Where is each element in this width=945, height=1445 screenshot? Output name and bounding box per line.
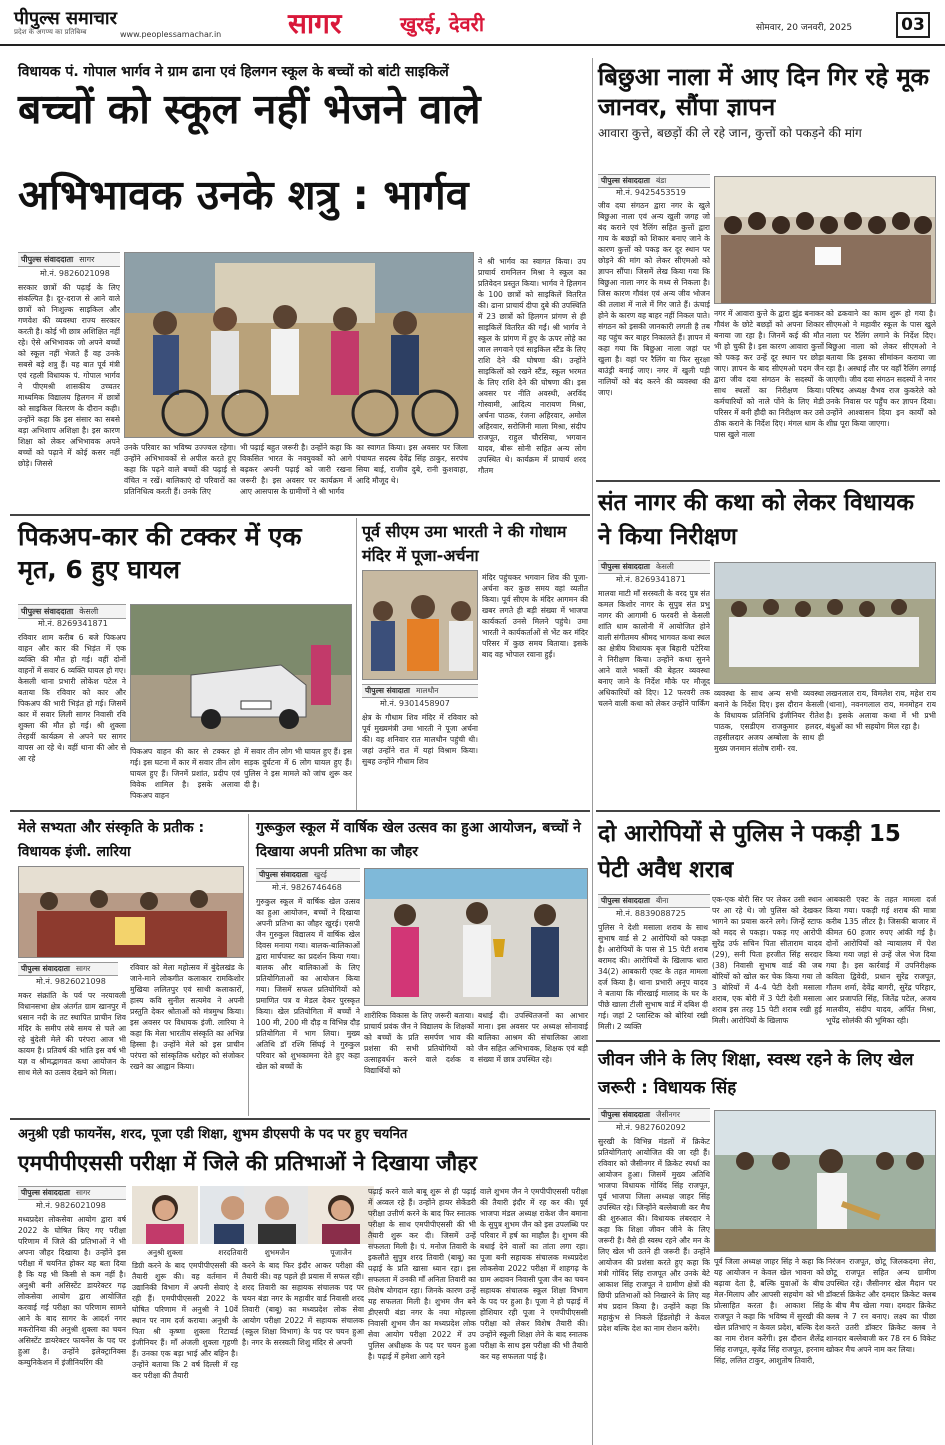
byline-reporter: पीपुल्स संवाददाता (259, 870, 308, 879)
section-divider (10, 514, 590, 516)
byline-place: बंडा (655, 176, 667, 185)
gurukul-mobile: मो.नं. 9826746468 (272, 883, 342, 892)
gurukul-photo (364, 868, 588, 1006)
column-divider (248, 814, 249, 1116)
khel-column-2: पूर्व जिला अध्यक्ष जाहर सिंह ने कहा कि यह आयोजन न केवल खेल भावना को बढ़ावा देता है, बल्कि युवाओं के बीच मेल-मिलाप और आपसी सहयोग को भी प्रोत्साहित करता है। आकाश सिंह राजपूत ने कहा कि भविष्य में सुरखी की खेल प्रतिभाएं न केवल प्रदेश, बल्कि देश का नाम रोशन करेंगी। इस दौरान शैलेंद्र सिंह राजपूत, बृजेंद्र सिंह राजपूत, हरनाम सिंह, ललित टाकुर, आशुतोष तिवारी, (714, 1257, 824, 1365)
sharab-mobile: मो.नं. 8839088725 (616, 909, 686, 918)
mppsc-column-3: करने के बाद फिर इंदौर आकर परीक्षा की तैयारी की। वह पहले ही प्रयास में सफल रही। शरद तिवारी का सहायक संचालक पद पर चयन बंडा नगर के महावीर वार्ड निवासी शरद तिवारी (बाबू) का मध्यप्रदेश लोक सेवा आयोग परीक्षा 2022 में सहायक संचालक (स्कूल शिक्षा विभाग) के पद पर चयन हुआ है। नगर के सरस्वती शिशु मंदिर से अपनी (242, 1261, 364, 1347)
lead-column-2: उनके परिवार का भविष्य उज्ज्वल रहेगा। उन्होंने अभिभावकों से अपील करते हुए कहा कि पढ़ने वाले बच्चों की पढ़ाई से वंचित न रखें। बालिकाएं दो परिवारों का प्रतिनिधित्व करती हैं। उनके लिए (124, 443, 236, 496)
byline-place: केसली (79, 607, 99, 616)
nala-column-1: जीव दया संगठन द्वारा नगर के खुले बिछुआ नाला एवं अन्य खुली जगह जो बंद कराने एवं रैलिंग सहित कुत्तों द्वारा गाय के बछड़ों को शिकार बनाए जाने के कारण कुत्तों को पकड़ कर दूर स्थान पर छोड़ने की मांग को लेकर सीएमओ को ज्ञापन सौंपा। जिसमें लेख किया गया कि बिछुआ नाला नगर के मध्य से निकला है। जिस कारण गौवंश एवं अन्य जीव भोजन की तलाश में नाले में गिर जाते हैं। ऊंचाई होने के कारण वह बाहर नहीं निकल पाते। संगठन को इसकी जानकारी लगती है तब वह पहुंच कर बाहर निकालते हैं। ज्ञापन में कहा गया कि बिछुआ नाला जहां पर खुला है। वहां पर रैलिंग या फिर सुरक्षा बाउंड्री बनाई जाए। नगर में खुली पड़ी नालियों को बंद करने की व्यवस्था की जाए। (598, 201, 710, 397)
byline-place: सागर (79, 255, 95, 264)
issue-date: सोमवार, 20 जनवरी, 2025 (756, 23, 853, 33)
person-photo (244, 1186, 310, 1244)
sharab-headline: दो आरोपियों से पुलिस ने पकड़ी 15 पेटी अवैध शराब (598, 821, 901, 883)
santnagar-mobile: मो.नं. 8269341871 (616, 575, 686, 584)
uma-mobile: मो.नं. 9301458907 (380, 699, 450, 708)
mppsc-column-4: पढ़ाई करने वाले बाबू शुरू से ही पढ़ाई में अव्वल रहे हैं। उन्होंने हायर सेकेंडरी परीक्षा उत्तीर्ण करने के बाद फिर स्नातक परीक्षा के साथ एमपीपीएससी की भी तैयारी शुरू कर दी। जिसमें उन्हें सफलता मिली है। पं. मनोज तिवारी के इकलौते सुपुत्र शरद तिवारी (बाबू) का पढ़ाई के प्रति खासा ध्यान रहा। इस सफलता में उनकी माँ अनिता तिवारी का विशेष योगदान रहा। जिनके कारण उन्हें यह सफलता मिली है। शुभम जैन बने डीएसपी बंडा नगर के नया मोहल्ला निवासी शुभम जैन का मध्यप्रदेश लोक सेवा आयोग परीक्षा 2022 में उप पुलिस अधीक्षक के पद पर चयन हुआ है। पढ़ाई में हमेशा आगे रहने (368, 1187, 476, 1361)
byline-place: सागर (75, 964, 91, 973)
cycle-distribution-photo (125, 253, 474, 438)
khel-column-3: निरंजन राजपूत, छोटू जिलकदमा लेरा, छोटू राजपूत सहित अन्य ग्रामीण उपस्थित रहे। जैसीनगर खेल मैदान पर डॉक्टर्स क्रिकेट और दमदार क्रिकेट क्लब के बीच मैच खेला गया। दमदार क्रिकेट क्लब ने 7 रन बनाए। लक्ष्य का पीछा करते उतरी डॉक्टर क्रिकेट क्लब ने शानदार बल्लेबाजी कर 78 रन 6 विकेट खोकर मैच अपने नाम कर लिया। (826, 1257, 936, 1354)
uma-column-1: क्षेत्र के गौधाम शिव मंदिर में रविवार को पूर्व मुख्यमंत्री उमा भारती ने पूजा अर्चना की। वह शनिवार रात मालथौन पहुंची थी। जहां उन्होंने रात में यहां विश्राम किया। सुबह उन्होंने गौधाम शिव (362, 713, 478, 766)
santnagar-photo (714, 562, 936, 684)
lead-mobile: मो.नं. 9826021098 (40, 269, 110, 278)
uma-byline (362, 684, 478, 698)
nala-byline (598, 174, 710, 188)
pickup-column-1: रविवार शाम करीब 6 बजे पिकअप वाहन और कार की भिड़ंत में एक व्यक्ति की मौत हो गई। वहीं दोनों वाहनों में सवार 6 व्यक्ति घायल हो गए। केसली थाना प्रभारी लोकेश पटेल ने बताया कि रविवार को कार और पिकअप की भारी भिड़ंत हो गई। जिसमें कार में सवार लिली सागर निवासी रवि शुक्ला की मौत हो गई। श्री शुक्ला तेरहवीं कार्यक्रम से अपने घर सागर वापस आ रहे थे। वहीं थाना की ओर से आ रहे (18, 633, 126, 763)
sports-trophy-photo (365, 869, 588, 1006)
nala-headline: बिछुआ नाला में आए दिन गिर रहे मूक जानवर, सौंपा ज्ञापन (598, 63, 930, 121)
masthead (0, 0, 945, 46)
column-divider (592, 58, 593, 1445)
person-photo (132, 1186, 198, 1244)
portrait-pooja (308, 1186, 374, 1257)
byline-place: जैसीनगर (655, 1110, 680, 1119)
gurukul-column-3: बधाई दी। उपस्थितजनों का आभार माना। इस अवसर पर अध्यक्ष सोनावाई बालिका आश्रम की संचालिका आशा जैन सहित अभिभावक, शिक्षक एवं बड़ी संख्या में छात्र उपस्थित रहे। (478, 1011, 588, 1064)
section-divider (10, 810, 590, 812)
uma-photo (362, 570, 478, 680)
lead-kicker: विधायक पं. गोपाल भार्गव ने ग्राम ढाना एवं हिलगन स्कूल के बच्चों को बांटी साइकिलें (18, 64, 449, 80)
mppsc-column-5: वाले शुभम जैन ने एमपीपीएससी परीक्षा की तैयारी इंदौर में रह कर की। पूर्व भाजपा मंडल अध्यक्ष राकेश जैन बमाना के सुपुत्र शुभम जैन को इस उपलब्धि पर परिवार में हर्ष का माहौल है। शुभम की बधाई देने वालों का तांता लगा रहा। पूजा बनी सहायक संचालक मध्यप्रदेश लोकसेवा 2022 परीक्षा में शाहगढ़ के ग्राम अदावन निवासी पूजा जैन का चयन सहायक संचालक स्कूल शिक्षा विभाग के पद पर हुआ है। पूजा ने हो पढ़ाई में होशियार रही पूजा ने एमपीपीएससी परीक्षा को लेकर विशेष तैयारी की। उन्होंने स्कूली शिक्षा लेने के बाद स्नातक परीक्षा के साथ इस परीक्षा की भी तैयारी कर यह सफलता पाई है। (480, 1187, 588, 1361)
byline-reporter: पीपुल्स संवाददाता (601, 176, 650, 185)
uma-column-2: मंदिर पहुंचकर भगवान शिव की पूजा-अर्चना कर कुछ समय वहां व्यतीत किया। पूर्व सीएम के मंदिर आगमन की खबर लगते ही बड़ी संख्या में भाजपा कार्यकर्ता उनसे मिलने पहुंचे। उमा भारती ने कार्यकर्ताओं से भेंट कर मंदिर परिसर में कुछ समय बिताया। इसके बाद वह भोपाल रवाना हुईं। (482, 573, 588, 659)
mppsc-column-1: मध्यप्रदेश लोकसेवा आयोग द्वारा वर्ष 2022 के घोषित किए गए परीक्षा परिणाम में जिले की प्रतिभाओं ने भी अपना जौहर दिखाया है। उन्होंने इस परीक्षा में चयनित होकर यह बता दिया है कि यह भी किसी से कम नहीं है। अनुश्री बनी असिस्टेंट डायरेक्टर गढ़ लोकसेवा आयोग द्वारा आयोजित करवाई गई परीक्षा का परिणाम सामने आने के बाद सागर के आदर्श नगर मकरोनिया की अनुश्री शुक्ला का चयन असिस्टेंट डायरेक्टर फायनेंस के पद पर हुआ है। उन्होंने इलेक्ट्रानिक्स कम्युनिकेशन में इंजीनियरिंग की (18, 1215, 126, 1367)
byline-place: सागर (75, 1188, 91, 1197)
website-link[interactable]: www.peoplessamachar.in (120, 30, 222, 39)
gurukul-headline: गुरूकुल स्कूल में वार्षिक खेल उत्सव का हुआ आयोजन, बच्चों ने दिखाया अपनी प्रतिभा का जौहर (256, 820, 581, 860)
khel-column-1: सुरखी के विभिन्न मंडलों में क्रिकेट प्रतियोगिताएं आयोजित की जा रही हैं। रविवार को जैसीनगर में क्रिकेट स्पर्धा का आयोजन हुआ। जिसमें मुख्य अतिथि भाजपा विधायक गोविंद सिंह राजपूत, पूर्व भाजपा जिला अध्यक्ष जाहर सिंह उपस्थित रहे। जिन्होंने बल्लेबाजी कर मैच की शुरुआत की। विधायक लंबरदार ने कहा कि शिक्षा जीवन जीने के लिए जरूरी है। वैसे ही स्वस्थ रहने और मन के लिए खेल भी उतने ही जरूरी हैं। उन्होंने आयोजन की प्रशंसा करते हुए कहा कि मंत्री गोविंद सिंह राजपूत और उनके बेटे आकाश सिंह राजपूत ने ग्रामीण क्षेत्रों की छिपी प्रतिभाओं को निखारने के लिए यह मंच प्रदान किया है। उन्होंने कहा कि महाकुंभ से निकले हिंडलोही ने केवल प्रदेश बल्कि देश का नाम रोशन करेंगे। (598, 1137, 710, 1333)
santnagar-byline (598, 560, 710, 574)
lead-photo (124, 252, 474, 438)
section-divider (596, 480, 940, 482)
gurukul-column-1: गुरुकुल स्कूल में वार्षिक खेल उत्सव का हुआ आयोजन, बच्चों ने दिखाया अपनी प्रतिभा का जौहर खुरई। एसपी जैन गुरुकुल विद्यालय में वार्षिक खेल दिवस मनाया गया। बालक-बालिकाओं द्वारा मार्चपास्ट का प्रदर्शन किया गया। बालक और बालिकाओं के लिए प्रतियोगिताओं का आयोजन किया गया। जिसमें सफल प्रतियोगियों को प्रमाणित पत्र व मेडल देकर पुरस्कृत किया। खेल प्रतियोगिता में बच्चों ने 100 मी, 200 मी दौड़ व विभिन्न दौड़ प्रतियोगिता में भाग लिया। मुख्य अतिथि डॉ रश्मि सिंघई ने गुरुकुल परिवार को शुभकामना देते हुए कहा खेल को बच्चों के (256, 897, 360, 1071)
byline-place: बीना (655, 896, 669, 905)
mppsc-column-2: डिग्री करने के बाद एमपीपीएससी की तैयारी शुरू की। वह वर्तमान में उद्यानिकी विभाग में अपनी सेवाएं दे रही हैं। एमपीपीएससी 2022 के घोषित परिणाम में अनुश्री ने 10वें स्थान पर नाम दर्ज कराया। अनुश्री के पिता श्री कृष्णा शुक्ला रिटायर्ड इंजीनियर हैं। माँ अंजली शुक्ला गृहणी हैं। उनका एक बड़ा भाई और बहिन है। उन्होंने बताया कि 2 वर्ष दिल्ली में रह कर परीक्षा की तैयारी (132, 1261, 238, 1380)
section-divider (596, 1040, 940, 1042)
lead-column-1: सरकार छात्रों की पढ़ाई के लिए संकल्पित है। दूर-दराज से आने वाले छात्रों को निःशुल्क साइकिल और गणवेश की व्यवस्था राज्य सरकार करती है। कोई भी छात्र अशिक्षित नहीं रहे। ऐसे अभिभावक जो अपने बच्चों को स्कूल नहीं भेजते हैं वह उनके सबसे बड़े शत्रु हैं। यह बात पूर्व मंत्री एवं रहली विधायक पं. गोपाल भार्गव ने पीएमश्री शासकीय उच्चतर माध्यमिक विद्यालय हिलगन में छात्रों को साइकिल वितरण के दौरान कही। उन्होंने कहा कि इस संसार का सबसे बड़ा अभिशाप अशिक्षा है। इस कारण शिक्षा को लेकर अभिभावक अपने बच्चों को पढ़ाने में कोई कसर नहीं छोड़े। जिससे (18, 283, 120, 468)
cricket-batting-photo (715, 1111, 936, 1252)
pickup-byline (18, 604, 126, 619)
byline-reporter: पीपुल्स संवादाता (365, 686, 410, 695)
sharab-column-2: एक-एक बोरी सिर पर लेकर उसी स्थान पर आ रहे थे। जो पुलिस को देखकर भागने का प्रयास करने लगे। जिन्हें स्टाफ को मदद से पकड़ा। पकड़ गए आरोपी सुरेंद्र उर्फ सचिन पिता सीताराम यादव (29), सनी पिता हरजीत सिंह सरदार (38) निवासी सुभाष वार्ड की जब बोरियों को खोल कर चेक किया गया तो 3 बोरियों में 4-4 पेटी देशी मसाला शराब, एक बोरी में 3 पेटी देशी मसाला शराब इस तरह 15 पेटी शराब रखी हुई मिली। आरोपियों के खिलाफ (712, 895, 822, 1025)
mela-photo (18, 866, 244, 958)
portrait-caption: शरदतिवारी (218, 1248, 248, 1257)
uma-headline: पूर्व सीएम उमा भारती ने की गोधाम मंदिर में पूजा-अर्चना (362, 522, 567, 565)
person-photo (308, 1186, 374, 1244)
sharab-column-1: पुलिस ने देशी मसाला शराब के साथ सुभाष वार्ड से 2 आरोपियों को पकड़ा है। आरोपियों के पास से 15 पेटी शराब बरामद की। आरोपियों के खिलाफ धारा 34(2) आबकारी एक्ट के तहत मामला दर्ज किया है। थाना प्रभारी अनूप यादव ने बताया कि मीरखाई मालाद के घर के पीछे खाला टीली सुभाष वार्ड में दबिश दी गई। जहां 2 प्लास्टिक को बोरियां रखी मिली। 2 व्यक्ति (598, 923, 708, 1031)
santnagar-headline: संत नागर की कथा को लेकर विधायक ने किया निरीक्षण (598, 490, 914, 550)
byline-reporter: पीपुल्स संवाददाता (601, 1110, 650, 1119)
mppsc-mobile: मो.नं. 9826021098 (36, 1201, 106, 1210)
khel-headline: जीवन जीने के लिए शिक्षा, स्वस्थ रहने के लिए खेल जरूरी : विधायक सिंह (598, 1050, 914, 1098)
logo-tagline: प्रदेश के अगण्य का प्रतिबिम्ब (14, 28, 87, 36)
portrait-caption: पूजाजैन (330, 1248, 352, 1257)
mela-stage-photo (19, 867, 244, 958)
byline-reporter: पीपुल्स संवाददाता (601, 562, 650, 571)
byline-place: केसली (655, 562, 674, 571)
pickup-photo (130, 604, 352, 742)
gurukul-byline (256, 868, 360, 882)
site-inspection-photo (715, 563, 936, 684)
sharab-byline (598, 894, 710, 908)
nala-subheadline: आवारा कुत्ते, बछड़ों की ले रहे जान, कुत्तों को पकड़ने की मांग (598, 126, 862, 140)
mela-column-1: मकर संक्रांति के पर्व पर नरयावली विधानसभा क्षेत्र अंतर्गत ग्राम खानपुर में धसान नदी के तट स्थापित प्राचीन शिव मंदिर के समीप लंबे समय से चले आ रहे बुंदेली मेले की परंपरा आज भी कायम है। प्रतिवर्ष की भांति इस वर्ष भी यज्ञ व श्रीमद्भागवत कथा आयोजन के साथ मेले का उत्सव देखने को मिला। (18, 991, 126, 1077)
khel-mobile: मो.नं. 9827602092 (616, 1123, 686, 1132)
nala-column-2: नगर में आवारा कुत्ते के द्वारा झुंड बनाकर गौवंश के छोटे बछड़ों को अपना शिकार बनाया जा रहा है। जिनमें कई की मौत भी हो चुकी है। इस कारण आवारा कुत्तों को पकड़ कर उन्हें दूर स्थान पर छोड़ा जाए। ज्ञापन के बाद सीएमओ पदम जैन द्वारा जीव दया संगठन के सदस्यों के साथ स्थलों का निरीक्षण किया। कर्मचारियों को नाले पोंने के लिए मेडी परिसर में बनी हौदी का निरीक्षण कर उसे ठीक कराने के निर्देश दिए। मंगल धाम के पास खुले नाला (714, 309, 824, 439)
khel-byline (598, 1108, 710, 1122)
column-divider (356, 518, 357, 810)
city-name: सागर (288, 7, 342, 40)
pickup-column-2: पिकअप वाहन की कार से टक्कर हो गई। इस घटना में कार में सवार तीन लोग घायल हुए हैं। जिनमें प्रशांत, प्रदीप एवं विवेक शामिल है। इसके अलावा पिकअप वाहन (130, 747, 240, 800)
mela-byline (18, 962, 118, 976)
lead-headline-line1: बच्चों को स्कूल नहीं भेजने वाले (18, 85, 481, 133)
pickup-headline: पिकअप-कार की टक्कर में एक मृत, 6 हुए घायल (18, 522, 302, 584)
byline-reporter: पीपुल्स संवाददाता (601, 896, 650, 905)
mppsc-headline: एमपीपीएससी परीक्षा में जिले की प्रतिभाओं ने दिखाया जौहर (18, 1151, 477, 1175)
towns-label: खुरई, देवरी (400, 12, 485, 36)
byline-reporter: पीपुल्स संवाददाता (21, 255, 74, 264)
mela-headline: मेले सभ्यता और संस्कृति के प्रतीक : विधायक इंजी. लारिया (18, 820, 205, 860)
nala-column-3: को ढकवाने का काम शुरू हो गया है। सीएमओ ने महावीर स्कूल के पास खुले नाला पर रैलिंग लगाने के निर्देश दिए। बिछुआ नाला को लेकर सीएमओ ने बताया कि इसका सीमांकन कराया जा रहा है। अस्थाई तौर पर वहाँ रैलिंग लगाई जाएगी। जीव दया संगठन सदस्यों ने नगर परिषद अध्यक्ष वैभव राज कुकरेले को उनके निवास पर पहुँच कर ज्ञापन दिया। उन्होंने आश्वासन दिया इन कार्यों को शीघ्र पूरा किया जाएगा। (826, 309, 936, 428)
mela-mobile: मो.नं. 9826021098 (36, 977, 106, 986)
santnagar-column-1: मालवा माटी माँ सरस्वती के वरद पुत्र संत कमल किशोर नागर के सुपुत्र संत प्रभु नागर की आगामी 6 फरवरी से केसली शांति धाम कालोनी में आयोजित होने वाली संगीतमय श्रीमद भागवत कथा स्थल का क्षेत्रीय विधायक बृज बिहारी पटेरिया ने निरीक्षण किया। उन्होंने कथा सुनने आने वाले भक्तों की बेहतर व्यवस्था बनाए जाने के निर्देश मौके पर मौजूद अधिकारियों को दिए। 12 फरवरी तक चलने वाली कथा को लेकर उन्होंने पार्किंग (598, 589, 710, 708)
pickup-mobile: मो.नं. 8269341871 (38, 619, 108, 628)
section-divider (10, 1118, 590, 1120)
sharab-column-3: आबकारी एक्ट के तहत मामला दर्ज किया गया। पकड़ी गई शराब की मात्रा करीब 135 लीटर है। जिसकी बाजार में कीमत 60 हजार रुपए आंकी गई है। दोनों आरोपियों को न्यायालय में पेश किया गया जहां से उन्हें जेल भेज दिया गया है। इस कार्रवाई में उपनिरीक्षक कविता द्विवेदी, प्रधान सुरेंद्र राजपूत, गौतम शर्मा, देवेंद्र बागरी, सुरेंद्र परिहार, आर प्रजापति सिंह, जितेंद्र पटेल, अजय मालवीय, संदीप यादव, अर्पित मिश्रा, भूपेंद्र सोलंकी की भूमिका रही। (826, 895, 936, 1025)
section-divider (596, 810, 940, 812)
nala-mobile: मो.नं. 9425453519 (616, 188, 686, 197)
lead-column-3: भी पढ़ाई बहुत जरूरी है। उन्होंने कहा कि विकसित भारत के नवयुवकों को आगे बढ़कर अपनी पढ़ाई को जारी रखना जरूरी है। इस अवसर पर कार्यक्रम में आए आसपास के ग्रामीणों ने श्री भार्गव (240, 443, 352, 496)
byline-reporter: पीपुल्स संवाददाता (21, 964, 70, 973)
temple-worship-photo (363, 571, 478, 680)
lead-column-5: ने श्री भार्गव का स्वागत किया। उप प्राचार्य रामनिलन मिश्रा ने स्कूल का प्रतिवेदन प्रस्तुत किया। भार्गव ने हिलगन के 100 छात्रों को साइकिलें वितरित की। ढाना प्राचार्य दीपा दुबे की उपस्थिति में 23 छात्रों को हिलगन प्रांगण से ही साइकिलें वितरित की गईं। श्री भार्गव ने स्कूल के प्रांगण में हुए के ऊपर लोहे का जाल लगवाने एवं साइकिल स्टैंड के लिए राशि देने की घोषणा की। उन्होंने साइकिलों को रखने स्टैंड, स्कूल भरमत के लिए राशि देने की घोषणा की। इस अवसर पर नीति अवस्थी, अरविंद गोस्वामी, आदित्य नारायण मिश्रा, अर्चना पाठक, रंजना अहिरवार, अमोल अहिरवार, सरोजिनी माला मिश्रा, संदीप राजपूत, राहुल चौरसिया, भगवान यादव, बीरू सोनी सहित अन्य लोग उपस्थित थे। कार्यक्रम में प्राचार्य शरद गौतम (478, 257, 586, 475)
gurukul-column-2: शारीरिक विकास के लिए जरूरी बताया। प्राचार्य प्रवंक जैन ने विद्यालय के शिक्षकों को बच्चों के प्रति समर्पण भाव की प्रशंसा की सभी प्रतियोगियों को उत्साहवर्धन करने वाले दर्शक व विद्यार्थियों को (364, 1011, 474, 1075)
nala-photo (714, 176, 936, 304)
memorandum-group-photo (715, 177, 936, 304)
byline-reporter: पीपुल्स संवाददाता (21, 1188, 70, 1197)
portrait-caption: अनुश्री शुक्ला (147, 1248, 183, 1257)
khel-photo (714, 1110, 936, 1252)
lead-byline (18, 252, 120, 267)
byline-place: खुरई (313, 870, 327, 879)
page-number: 03 (896, 12, 930, 38)
newspaper-logo: पीपुल्स समाचार (14, 8, 117, 29)
byline-reporter: पीपुल्स संवाददाता (21, 607, 74, 616)
mppsc-kicker: अनुश्री एडी फायनेंस, शरद, पूजा एडी शिक्षा, शुभम डीएसपी के पद पर हुए चयनित (18, 1127, 408, 1142)
santnagar-column-3: लखनलाल राय, विमलेश राय, महेश राय (थाना), नवनगलाल राय, मनमोहन राय है। इसके अलावा कथा में भी प्रभी बंधुओं का भी सहयोग मिल रहा है। (826, 689, 936, 731)
car-accident-photo (131, 605, 352, 742)
lead-headline-line2: अभिभावक उनके शत्रु : भार्गव (18, 171, 469, 219)
santnagar-column-2: व्यवस्था के साथ अन्य सभी व्यवस्था बनाने के निर्देश दिए। इस दौरान केसली के विधायक प्रतिनिधि इंजीनियर रीतेश पाठक, एसडीएम राजकुमार हलदर, तहसीलदार अजय अम्बोला के साथ ही मुख्य जनमान संतोष रामी- रव. (714, 689, 824, 753)
byline-place: मालथौन (415, 686, 439, 695)
portrait-shubham (244, 1186, 310, 1257)
mela-column-2: रविवार को मेला महोत्सव में बुंदेलखंड के जाने-माने लोकगीत कलाकार रामकिशोर मुखिया ललितपुर एवं साथी कलाकारों, हास्य कवि सुनील सत्यमेव ने अपनी प्रस्तुति देकर श्रोताओं को मंत्रमुग्ध किया। इस अवसर पर विधायक इंजी. लारिया ने कहा कि मेला भारतीय संस्कृति का अभिन्न हिस्सा है। उन्होंने मेले को इस प्राचीन परंपरा को सांस्कृतिक धरोहर को संजोकर रखने का आह्वान किया। (130, 963, 244, 1071)
mppsc-byline (18, 1186, 126, 1200)
pickup-column-3: में सवार तीन लोग भी घायल हुए हैं। इस सड़क दुर्घटना में 6 लोग घायल हुए हैं। पुलिस ने इस मामले को जांच शुरू कर दी है। (244, 747, 352, 789)
portrait-caption: शुभमजैन (264, 1248, 290, 1257)
portrait-anushri (132, 1186, 198, 1257)
lead-column-4: का स्वागत किया। इस अवसर पर जिला पंचायत सदस्य देवेंद्र सिंह ठाकुर, सरपंच सिया बाई, राजीव दुबे, रानी कुशवाहा, आदि मौजूद थे। (356, 443, 468, 485)
